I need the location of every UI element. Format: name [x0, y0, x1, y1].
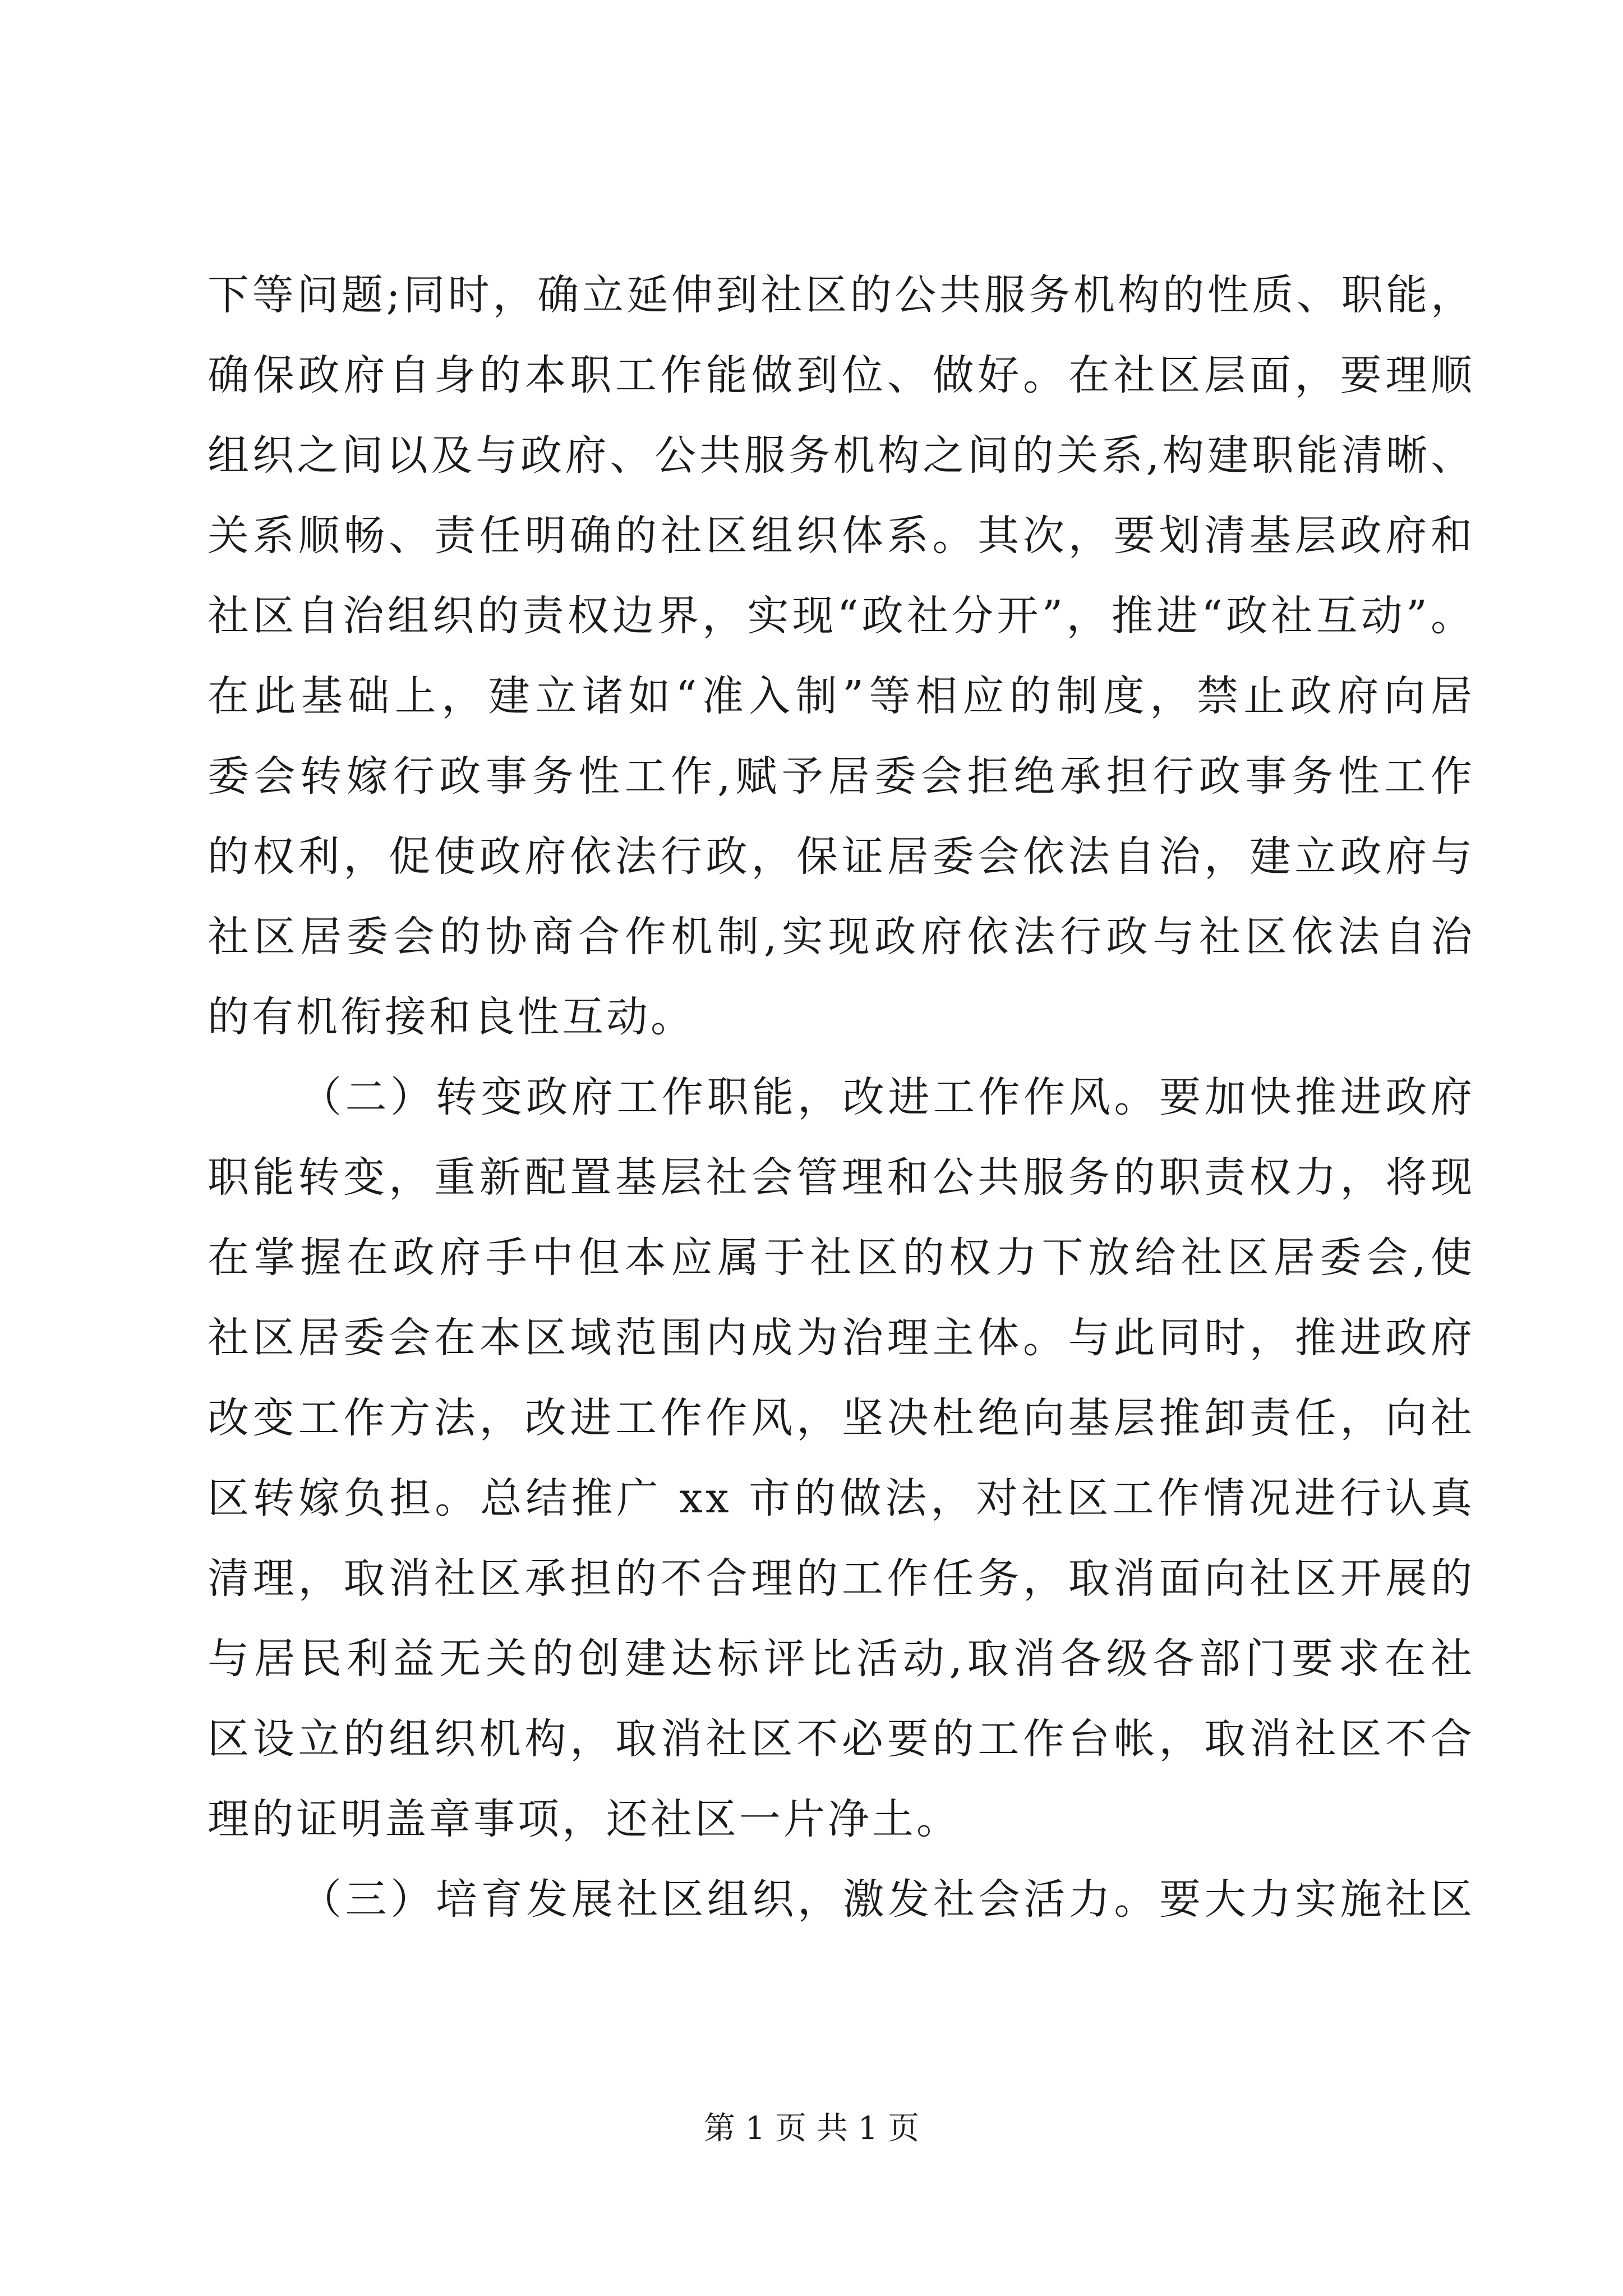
text-line: 确保政府自身的本职工作能做到位、做好。在社区层面，要理顺	[208, 351, 1475, 399]
text-line: 在此基础上，建立诸如“准入制”等相应的制度，禁止政府向居	[208, 672, 1475, 720]
text-line: 改变工作方法，改进工作作风，坚决杜绝向基层推卸责任，向社	[208, 1394, 1475, 1442]
text-line: 委会转嫁行政事务性工作,赋予居委会拒绝承担行政事务性工作	[208, 752, 1475, 800]
text-line: 的权利，促使政府依法行政，保证居委会依法自治，建立政府与	[208, 832, 1475, 881]
text-line: 职能转变，重新配置基层社会管理和公共服务的职责权力，将现	[208, 1153, 1475, 1202]
text-line: 社区居委会的协商合作机制,实现政府依法行政与社区依法自治	[208, 913, 1475, 961]
text-line: 与居民利益无关的创建达标评比活动,取消各级各部门要求在社	[208, 1635, 1475, 1683]
text-line: 的有机衔接和良性互动。	[208, 993, 695, 1041]
text-line: 理的证明盖章事项，还社区一片净土。	[208, 1795, 961, 1843]
page-number-footer: 第 1 页 共 1 页	[703, 2110, 920, 2147]
text-line: 区设立的组织机构，取消社区不必要的工作台帐，取消社区不合	[208, 1715, 1475, 1763]
section-heading-line: （三）培育发展社区组织，激发社会活力。要大力实施社区	[300, 1875, 1475, 1924]
text-line: 在掌握在政府手中但本应属于社区的权力下放给社区居委会,使	[208, 1234, 1475, 1282]
text-line: 清理，取消社区承担的不合理的工作任务，取消面向社区开展的	[208, 1554, 1475, 1603]
text-line: 区转嫁负担。总结推广 xx 市的做法，对社区工作情况进行认真	[208, 1474, 1475, 1522]
text-line: 社区居委会在本区域范围内成为治理主体。与此同时，推进政府	[208, 1314, 1475, 1362]
text-line: 组织之间以及与政府、公共服务机构之间的关系,构建职能清晰、	[208, 431, 1475, 480]
document-body	[208, 255, 1475, 1940]
text-line: 下等问题;同时，确立延伸到社区的公共服务机构的性质、职能，	[208, 271, 1475, 319]
section-heading-line: （二）转变政府工作职能，改进工作作风。要加快推进政府	[300, 1073, 1475, 1121]
text-line: 关系顺畅、责任明确的社区组织体系。其次，要划清基层政府和	[208, 512, 1475, 560]
text-line: 社区自治组织的责权边界，实现“政社分开”，推进“政社互动”。	[208, 592, 1475, 640]
